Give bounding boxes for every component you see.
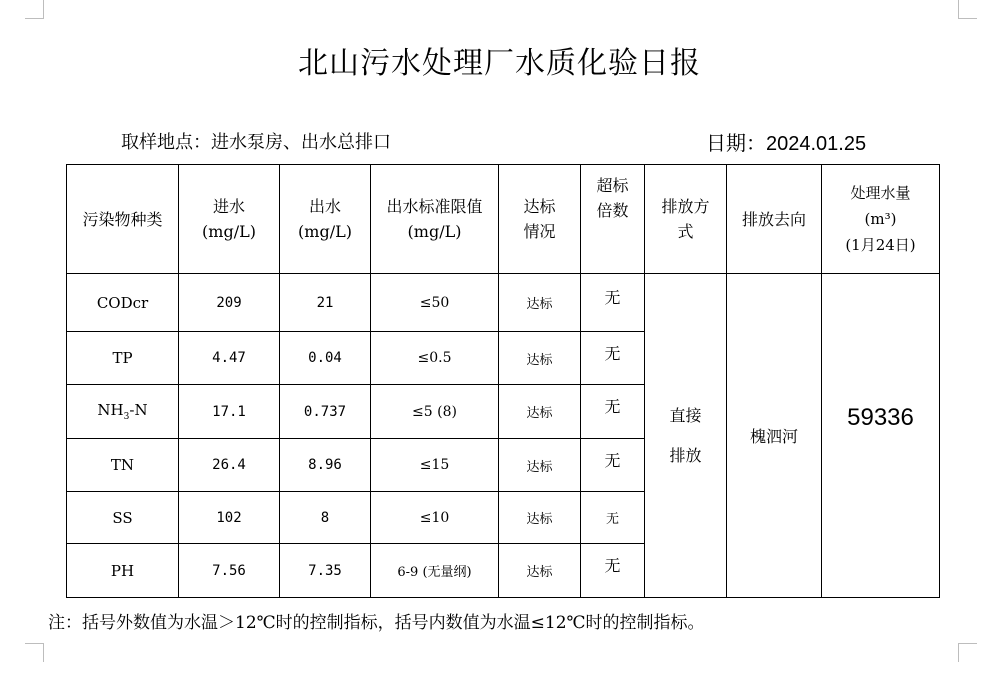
compliance-value: 达标 [499,332,581,385]
header-volume [822,165,940,274]
table-row [67,274,940,332]
compliance-value: 达标 [499,544,581,598]
header-volume-line1: 处理水量 [850,184,911,202]
page-corner-mark [25,643,44,662]
header-limit [371,165,499,274]
header-row [67,165,940,274]
exceed-value: 无 [605,512,619,527]
volume-value: 59336 [847,403,914,431]
exceed-cell [581,274,645,332]
header-outflow-label: 出水 [308,197,341,216]
inflow-value: 102 [179,492,280,544]
report-title: 北山污水处理厂水质化验日报 [298,46,701,81]
discharge-mode-cell [645,274,727,598]
header-volume-unit: (m³) [864,210,897,228]
inflow-value: 26.4 [179,439,280,492]
pollutant-name: TP [67,332,179,385]
pollutant-name: TN [67,439,179,492]
exceed-value: 无 [604,556,621,575]
limit-value: ≤50 [371,274,499,332]
exceed-cell [581,332,645,385]
header-exceed [581,165,645,274]
pollutant-name-tail: -N [129,401,148,419]
limit-value: ≤5 (8) [371,385,499,439]
outflow-value: 0.737 [280,385,371,439]
header-compliance [499,165,581,274]
header-inflow-unit: (mg/L) [202,222,256,241]
pollutant-name [67,385,179,439]
header-inflow [179,165,280,274]
compliance-value: 达标 [499,385,581,439]
outflow-value: 7.35 [280,544,371,598]
inflow-value: 7.56 [179,544,280,598]
header-volume-date: (1月24日) [845,236,916,254]
outflow-value: 21 [280,274,371,332]
page-corner-mark [25,0,44,19]
inflow-value: 209 [179,274,280,332]
header-inflow-label: 进水 [212,197,245,216]
header-compliance-line2: 情况 [523,222,556,241]
limit-value: ≤15 [371,439,499,492]
inflow-value: 4.47 [179,332,280,385]
exceed-cell [581,544,645,598]
header-compliance-line1: 达标 [523,197,556,216]
header-limit-unit: (mg/L) [407,222,462,241]
pollutant-name: CODcr [67,274,179,332]
header-exceed-line2: 倍数 [596,201,629,220]
header-discharge-dest: 排放去向 [727,165,822,274]
limit-value: ≤0.5 [371,332,499,385]
header-discharge-mode [645,165,727,274]
pollutant-name: SS [67,492,179,544]
compliance-value: 达标 [499,439,581,492]
footnote: 注：括号外数值为水温＞12℃时的控制指标，括号内数值为水温≤12℃时的控制指标。 [48,613,705,633]
outflow-value: 0.04 [280,332,371,385]
exceed-cell [581,439,645,492]
limit-value: 6-9 (无量纲) [371,544,499,598]
water-quality-table [66,164,940,598]
inflow-value: 17.1 [179,385,280,439]
header-outflow [280,165,371,274]
discharge-mode-line1: 直接 [669,405,702,425]
pollutant-name-main: NH [97,401,124,419]
header-limit-label: 出水标准限值 [386,197,483,216]
exceed-value: 无 [604,397,621,416]
outflow-value: 8.96 [280,439,371,492]
exceed-value: 无 [604,450,621,470]
header-exceed-line1: 超标 [596,176,629,195]
page-corner-mark [958,643,977,662]
header-pollutant: 污染物种类 [67,165,179,274]
discharge-mode-line2: 排放 [669,445,702,465]
volume-cell [822,274,940,598]
page-corner-mark [958,0,977,19]
header-discharge-mode-label: 排放方式 [661,197,710,241]
header-outflow-unit: (mg/L) [298,222,352,241]
exceed-cell [581,492,645,544]
sample-location: 取样地点：进水泵房、出水总排口 [121,132,391,153]
outflow-value: 8 [280,492,371,544]
pollutant-name-subscript: 3 [123,412,130,422]
discharge-dest-cell [727,274,822,598]
compliance-value: 达标 [499,274,581,332]
limit-value: ≤10 [371,492,499,544]
exceed-value: 无 [604,288,621,307]
exceed-cell [581,385,645,439]
exceed-value: 无 [604,343,621,363]
report-date: 日期：2024.01.25 [706,133,867,155]
compliance-value: 达标 [499,492,581,544]
discharge-dest-value: 槐泗河 [749,427,798,446]
pollutant-name: PH [67,544,179,598]
